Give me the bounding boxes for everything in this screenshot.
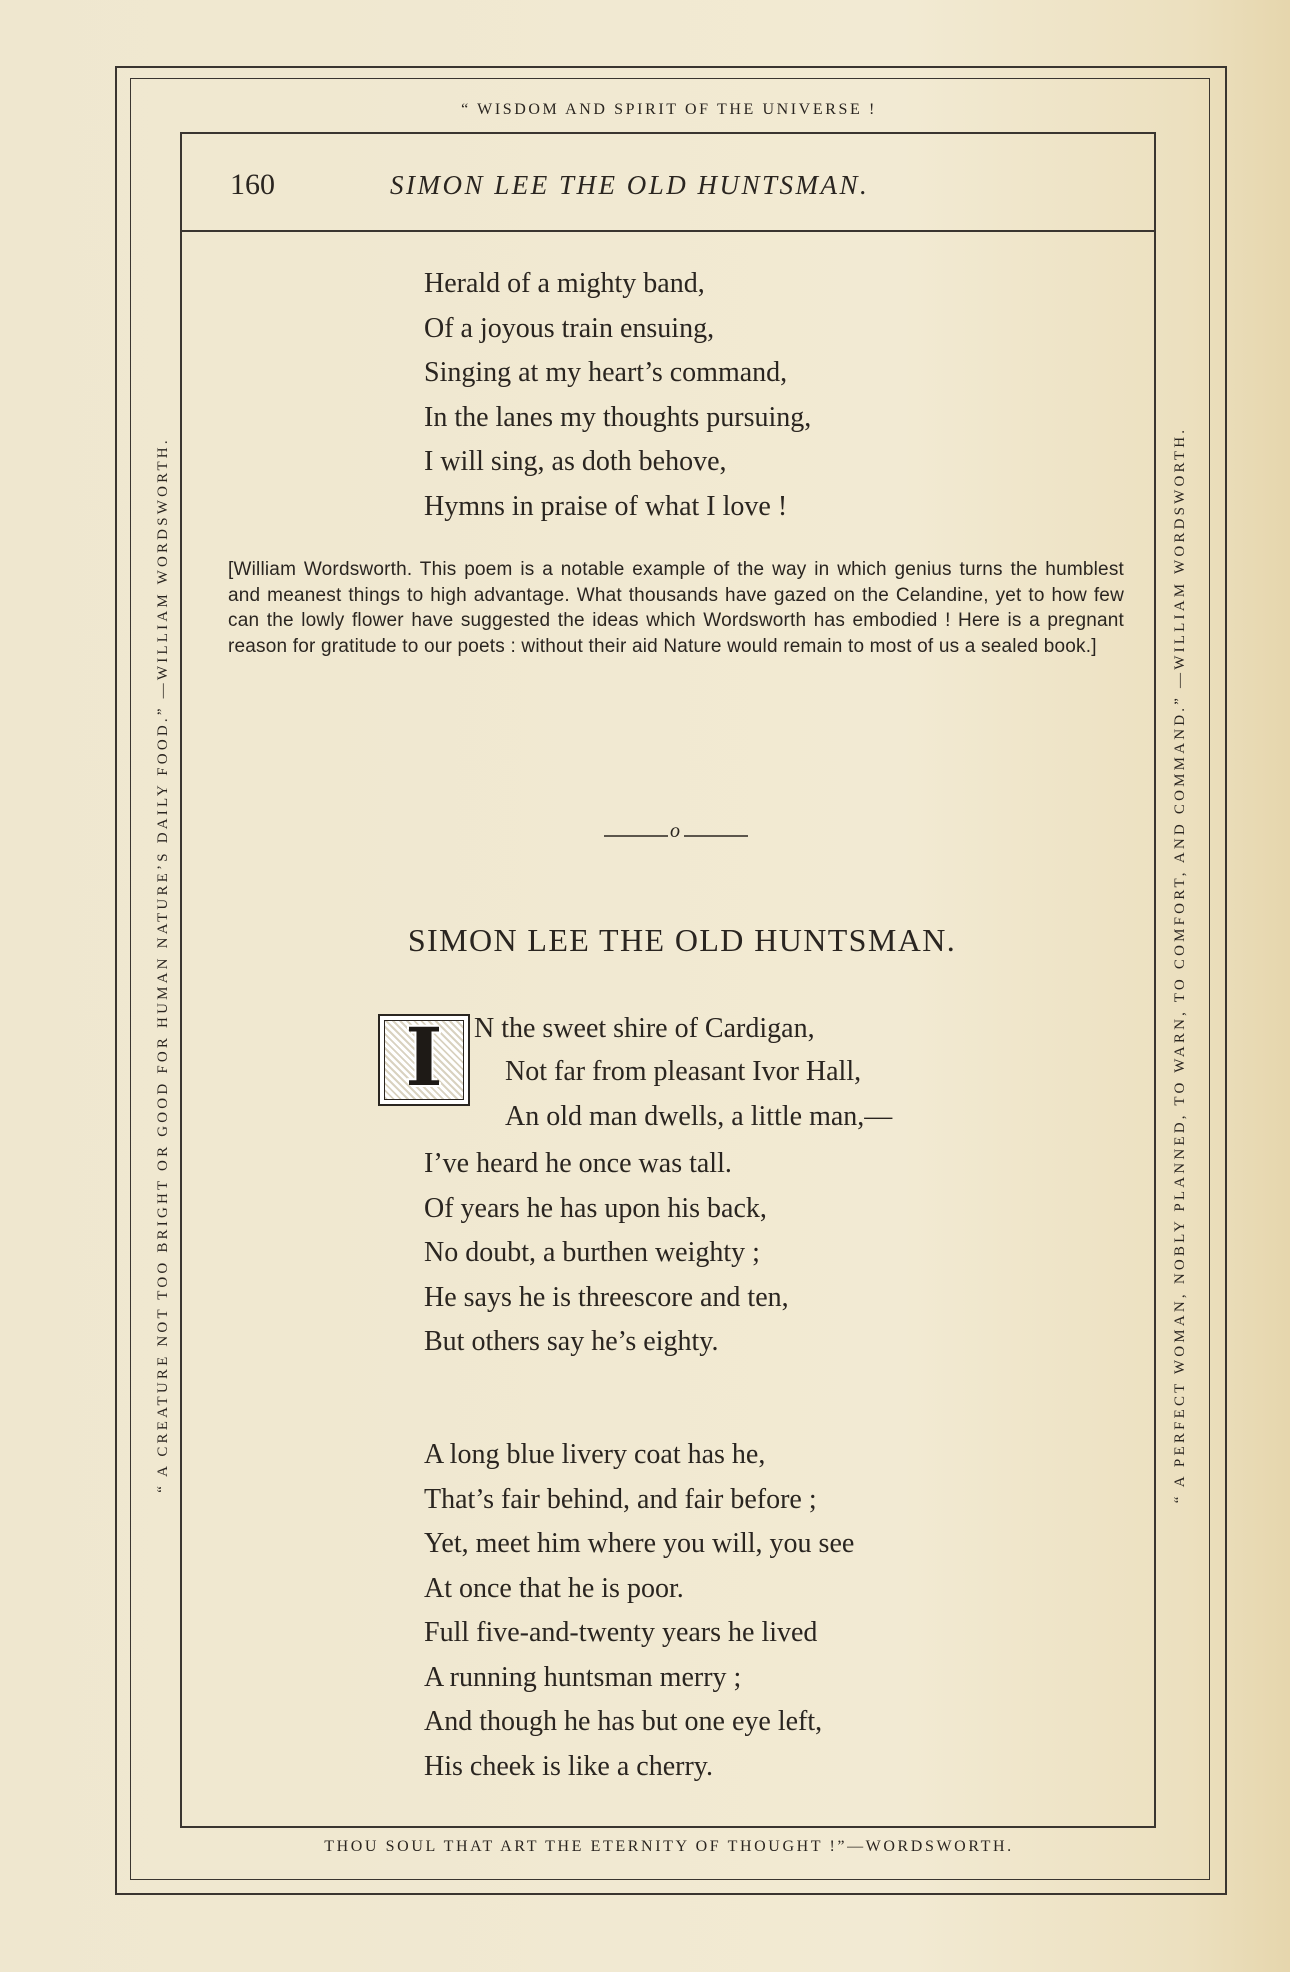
verse-line: Full five-and-twenty years he lived	[424, 1617, 818, 1648]
verse-line: Of years he has upon his back,	[424, 1192, 767, 1224]
page-number: 160	[230, 168, 275, 201]
verse-line: I’ve heard he once was tall.	[424, 1148, 732, 1179]
first-line-rest: N the sweet shire of Cardigan,	[474, 1013, 815, 1044]
poem-title: SIMON LEE THE OLD HUNTSMAN.	[407, 922, 957, 958]
verse-line: A long blue livery coat has he,	[424, 1439, 766, 1470]
top-border-quotation: “ WISDOM AND SPIRIT OF THE UNIVERSE !	[461, 101, 877, 118]
left-border-quotation: “ A CREATURE NOT TOO BRIGHT OR GOOD FOR HUMAN NATURE’S DAILY FOOD.” —WILLIAM WORDSWORTH.	[155, 437, 171, 1493]
verse-line: No doubt, a burthen weighty ;	[424, 1237, 760, 1268]
verse-line: In the lanes my thoughts pursuing,	[424, 401, 812, 433]
verse-line: Singing at my heart’s command,	[424, 357, 788, 388]
verse-line: He says he is threescore and ten,	[424, 1281, 789, 1313]
stanza-one-indented	[505, 1050, 892, 1139]
stanza-two	[424, 1433, 854, 1789]
verse-line: Of a joyous train ensuing,	[424, 312, 715, 344]
bottom-border-quotation: THOU SOUL THAT ART THE ETERNITY OF THOUGHT !”—WORDSWORTH.	[324, 1838, 1014, 1855]
verse-line: Hymns in praise of what I love !	[424, 490, 788, 522]
editorial-note: [William Wordsworth. This poem is a notable example of the way in which genius turns the humblest and meanest things to high advantage. What thousands have gazed on the Celandine, yet to how few can the lowly flower have suggested the ideas which Wordsworth has embodied ! Here is a pregnant reason for gratitude to our poets : without their aid Nature would remain to most of us a sealed book.]	[228, 559, 1124, 657]
section-separator	[604, 820, 748, 846]
verse-line: And though he has but one eye left,	[424, 1706, 823, 1737]
initial-letter: I	[405, 1010, 443, 1104]
opening-stanza	[424, 262, 811, 529]
decorated-initial	[378, 1010, 470, 1106]
verse-line: Herald of a mighty band,	[424, 268, 705, 299]
stanza-one	[424, 1142, 789, 1365]
verse-line: I will sing, as doth behove,	[424, 446, 727, 477]
verse-line: Not far from pleasant Ivor Hall,	[505, 1056, 862, 1087]
verse-line: But others say he’s eighty.	[424, 1326, 719, 1357]
right-border-quotation: “ A PERFECT WOMAN, NOBLY PLANNED, TO WARN, TO COMFORT, AND COMMAND.” —WILLIAM WORDSWORTH.	[1172, 426, 1188, 1504]
verse-line: That’s fair behind, and fair before ;	[424, 1483, 817, 1515]
verse-line: Yet, meet him where you will, you see	[424, 1528, 855, 1559]
separator-mark: o	[670, 820, 680, 842]
running-head: SIMON LEE THE OLD HUNTSMAN.	[390, 170, 870, 200]
verse-line: An old man dwells, a little man,—	[505, 1100, 893, 1132]
verse-line: His cheek is like a cherry.	[424, 1750, 713, 1782]
verse-line: At once that he is poor.	[424, 1572, 684, 1604]
verse-line: A running huntsman merry ;	[424, 1661, 742, 1693]
header-rule	[180, 230, 1154, 232]
